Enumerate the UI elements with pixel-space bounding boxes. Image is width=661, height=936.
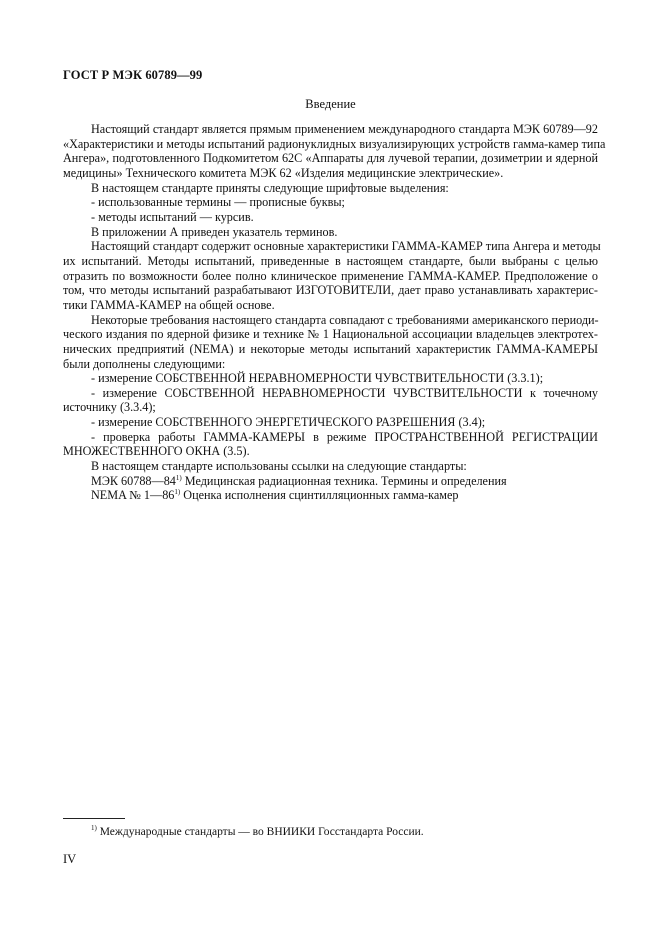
footnote-marker: 1)	[174, 488, 181, 497]
list-item-methods: - методы испытаний — курсив.	[91, 209, 254, 224]
section-title: Введение	[305, 97, 356, 111]
footnote-marker: 1)	[91, 824, 97, 833]
reference-title: Оценка исполнения сцинтилляционных гамма-камер	[180, 488, 459, 503]
footnote-marker: 1)	[175, 473, 182, 482]
paragraph-annex: В приложении А приведен указатель терминов.	[91, 224, 338, 239]
text-line: «Характеристики и методы испытаний радионуклидных визуализирующих устройств гамма-камер типа	[63, 136, 606, 151]
paragraph-characteristics	[63, 239, 601, 312]
text-line: ческого издания по ядерной физике и технике № 1 Национальной ассоциации владельцев электротех-	[63, 327, 598, 342]
text-line: - измерение СОБСТВЕННОЙ НЕРАВНОМЕРНОСТИ ЧУВСТВИТЕЛЬНОСТИ к точечному	[91, 385, 598, 400]
reference-code: МЭК 60788—84	[91, 473, 176, 488]
text-line: медицины» Технического комитета МЭК 62 «Изделия медицинские электрические».	[63, 165, 504, 180]
footnote-divider	[63, 818, 125, 819]
text-line: - проверка работы ГАММА-КАМЕРЫ в режиме ПРОСТРАНСТВЕННОЙ РЕГИСТРАЦИИ	[91, 429, 598, 444]
text-line: Некоторые требования настоящего стандарта совпадают с требованиями американского периоди-	[91, 312, 599, 327]
standard-code-header: ГОСТ Р МЭК 60789—99	[63, 68, 203, 82]
reference-code: NEMA № 1—86	[91, 488, 175, 503]
list-item-uniformity: - измерение СОБСТВЕННОЙ НЕРАВНОМЕРНОСТИ ЧУВСТВИТЕЛЬНОСТИ (3.3.1);	[91, 371, 544, 386]
text-line: том, что методы испытаний разрабатывают ИЗГОТОВИТЕЛИ, дает право устанавливать характерис-	[63, 283, 598, 298]
list-item-energy-resolution: - измерение СОБСТВЕННОГО ЭНЕРГЕТИЧЕСКОГО РАЗРЕШЕНИЯ (3.4);	[91, 415, 486, 430]
paragraph-font-conventions: В настоящем стандарте приняты следующие шрифтовые выделения:	[91, 180, 449, 195]
page-number: IV	[63, 852, 77, 866]
text-line: Настоящий стандарт является прямым применением международного стандарта МЭК 60789—92	[91, 122, 598, 136]
reference-title: Медицинская радиационная техника. Термины и определения	[181, 473, 507, 488]
reference-iec-60788	[63, 474, 598, 489]
text-line: были дополнены следующими:	[63, 356, 226, 371]
footnote	[91, 826, 424, 838]
paragraph-intro	[63, 122, 606, 181]
text-line: тики ГАММА-КАМЕР на общей основе.	[63, 297, 275, 312]
text-line: нических предприятий (NEMA) и некоторые методы испытаний характеристик ГАММА-КАМЕРЫ	[63, 341, 598, 356]
footnote-text: Международные стандарты — во ВНИИКИ Госстандарта России.	[96, 826, 424, 838]
list-item-uniformity-point-source	[63, 386, 598, 415]
text-line: МНОЖЕСТВЕННОГО ОКНА (3.5).	[63, 444, 250, 459]
list-item-multiple-window	[63, 430, 598, 459]
text-line: источнику (3.3.4);	[63, 400, 156, 415]
text-line: Ангера», подготовленного Подкомитетом 62С «Аппараты для лучевой терапии, дозиметрии и ядерной	[63, 151, 598, 166]
list-item-terms: - использованные термины — прописные буквы;	[91, 195, 345, 210]
text-line: их испытаний. Методы испытаний, приведенные в настоящем стандарте, были выбраны с целью	[63, 253, 598, 268]
document-body	[63, 122, 606, 503]
text-line: отразить по возможности более полно клиническое применение ГАММА-КАМЕР. Предположение о	[63, 268, 598, 283]
paragraph-references: В настоящем стандарте использованы ссылки на следующие стандарты:	[91, 459, 467, 474]
paragraph-nema	[63, 313, 598, 372]
reference-nema-1	[63, 488, 598, 503]
text-line: Настоящий стандарт содержит основные характеристики ГАММА-КАМЕР типа Ангера и методы	[91, 239, 601, 254]
